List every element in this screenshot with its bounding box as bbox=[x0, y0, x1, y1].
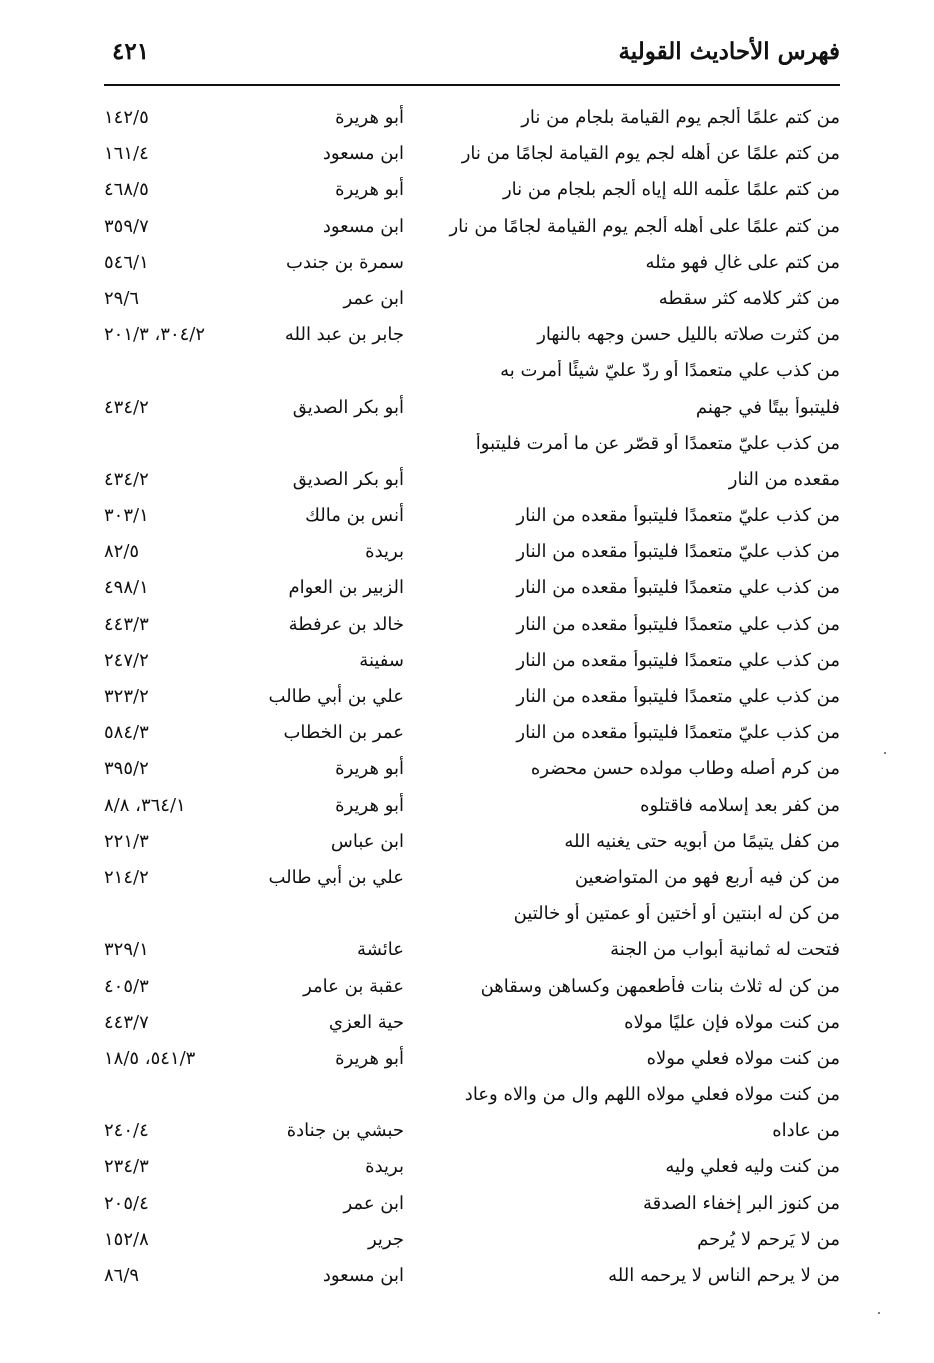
hadith-text: من كنت وليه فعلي وليه bbox=[665, 1156, 840, 1178]
narrator-name: عقبة بن عامر bbox=[303, 975, 404, 997]
volume-page-reference: ٢٣٤/٣ bbox=[104, 1156, 149, 1178]
index-entry bbox=[104, 610, 840, 646]
index-entry bbox=[104, 1152, 840, 1188]
volume-page-reference: ٤٣٤/٢ bbox=[104, 468, 149, 490]
hadith-text: من كنت مولاه فعلي مولاه bbox=[646, 1047, 840, 1069]
hadith-text: من كن له ثلاث بنات فأطعمهن وكساهن وسقاهن bbox=[480, 975, 840, 997]
hadith-text: من كذب علي متعمدًا أو ردّ عليّ شيئًا أمرت به bbox=[500, 360, 840, 382]
volume-page-reference: ٢٩/٦ bbox=[104, 287, 140, 309]
narrator-name: الزبير بن العوام bbox=[288, 577, 404, 599]
volume-page-reference: ٢٤٧/٢ bbox=[104, 649, 149, 671]
narrator-name: خالد بن عرفطة bbox=[288, 613, 404, 635]
volume-page-reference: ٣٢٣/٢ bbox=[104, 686, 149, 707]
volume-page-reference: ٤٦٨/٥ bbox=[104, 179, 149, 201]
hadith-text: من كرم أصله وطاب مولده حسن محضره bbox=[530, 758, 840, 780]
volume-page-reference: ١٤٢/٥ bbox=[104, 107, 149, 128]
index-entry bbox=[104, 1225, 840, 1261]
index-entry bbox=[104, 863, 840, 899]
hadith-text: من كذب عليّ متعمدًا فليتبوأ مقعده من النار bbox=[516, 541, 840, 563]
index-entry bbox=[104, 1116, 840, 1152]
volume-page-reference: ٨٦/٩ bbox=[104, 1265, 140, 1286]
index-entry bbox=[104, 718, 840, 754]
narrator-name: ابن عباس bbox=[330, 830, 404, 852]
volume-page-reference: ٥٤٦/١ bbox=[104, 251, 149, 273]
narrator-name: حبشي بن جنادة bbox=[286, 1120, 404, 1142]
volume-page-reference: ٤٣٤/٢ bbox=[104, 396, 149, 418]
hadith-text: من كفر بعد إسلامه فاقتلوه bbox=[640, 794, 840, 816]
index-entry bbox=[104, 284, 840, 320]
narrator-name: علي بن أبي طالب bbox=[268, 686, 404, 707]
index-entry bbox=[104, 935, 840, 971]
volume-page-reference: ٢٢١/٣ bbox=[104, 830, 149, 852]
narrator-name: عمر بن الخطاب bbox=[283, 722, 404, 744]
hadith-text: من كتم على غالٍ فهو مثله bbox=[645, 251, 840, 273]
index-entry bbox=[104, 827, 840, 863]
narrator-name: حية العزي bbox=[328, 1011, 404, 1033]
volume-page-reference: ٢٤٠/٤ bbox=[104, 1120, 149, 1142]
hadith-text: من كن فيه أربع فهو من المتواضعين bbox=[574, 866, 840, 888]
index-entry bbox=[104, 972, 840, 1008]
narrator-name: بريدة bbox=[365, 541, 404, 563]
narrator-name: أبو هريرة bbox=[335, 107, 404, 128]
index-entry bbox=[104, 1044, 840, 1080]
index-entry bbox=[104, 682, 840, 718]
narrator-name: أبو بكر الصديق bbox=[292, 468, 404, 490]
volume-page-reference: ١٦١/٤ bbox=[104, 143, 149, 165]
narrator-name: ابن مسعود bbox=[322, 1265, 404, 1286]
hadith-text: من كنت مولاه فعلي مولاه اللهم وال من والاه وعاد bbox=[464, 1084, 840, 1106]
index-entry bbox=[104, 646, 840, 682]
index-entry bbox=[104, 393, 840, 429]
hadith-text: من كثر كلامه كثر سقطه bbox=[658, 287, 840, 309]
running-title: فهرس الأحاديث القولية bbox=[618, 38, 840, 65]
index-entry bbox=[104, 1080, 840, 1116]
narrator-name: ابن مسعود bbox=[322, 143, 404, 165]
narrator-name: علي بن أبي طالب bbox=[268, 866, 404, 888]
narrator-name: أبو هريرة bbox=[335, 758, 404, 780]
index-entry bbox=[104, 175, 840, 211]
hadith-text: من كذب علي متعمدًا فليتبوأ مقعده من النار bbox=[516, 649, 840, 671]
index-entry bbox=[104, 103, 840, 139]
volume-page-reference: ٢١٤/٢ bbox=[104, 866, 149, 888]
narrator-name: ابن مسعود bbox=[322, 215, 404, 237]
volume-page-reference: ٢٠٥/٤ bbox=[104, 1192, 149, 1214]
narrator-name: سفينة bbox=[359, 649, 404, 671]
narrator-name: بريدة bbox=[365, 1156, 404, 1178]
hadith-text: من كذب علي متعمدًا فليتبوأ مقعده من النار bbox=[516, 577, 840, 599]
hadith-text: من كنوز البر إخفاء الصدقة bbox=[642, 1192, 840, 1214]
index-entry bbox=[104, 501, 840, 537]
narrator-name: أبو هريرة bbox=[335, 179, 404, 201]
hadith-index-list bbox=[104, 103, 840, 1297]
hadith-text: من عاداه bbox=[772, 1120, 840, 1142]
index-entry bbox=[104, 139, 840, 175]
narrator-name: سمرة بن جندب bbox=[286, 251, 404, 273]
narrator-name: أبو هريرة bbox=[335, 1047, 404, 1069]
hadith-text: من كثرت صلاته بالليل حسن وجهه بالنهار bbox=[537, 324, 840, 346]
index-entry bbox=[104, 573, 840, 609]
volume-page-reference: ٣٠٣/١ bbox=[104, 505, 149, 527]
narrator-name: أنس بن مالك bbox=[305, 505, 404, 527]
narrator-name: ابن عمر bbox=[343, 1192, 404, 1214]
narrator-name: جرير bbox=[368, 1228, 404, 1250]
volume-page-reference: ٤٠٥/٣ bbox=[104, 975, 149, 997]
hadith-text: من كتم علمًا على أهله أُلجم يوم القيامة لجامًا من نار bbox=[449, 215, 840, 237]
hadith-text: من كذب عليّ متعمدًا فليتبوأ مقعده من النار bbox=[516, 505, 840, 527]
index-entry bbox=[104, 1189, 840, 1225]
volume-page-reference: ٤٩٨/١ bbox=[104, 577, 149, 599]
hadith-text: من كفل يتيمًا من أبويه حتى يغنيه الله bbox=[564, 830, 840, 852]
hadith-text: من كذب عليّ متعمدًا أو قصّر عن ما أمرت فليتبوأ bbox=[475, 432, 840, 454]
volume-page-reference: ٥٤١/٣، ١٨/٥ bbox=[104, 1047, 196, 1069]
index-entry bbox=[104, 320, 840, 356]
page-header bbox=[104, 30, 840, 80]
volume-page-reference: ٨٢/٥ bbox=[104, 541, 140, 563]
volume-page-reference: ٣٩٥/٢ bbox=[104, 758, 149, 780]
hadith-text: فتحت له ثمانية أبواب من الجنة bbox=[610, 939, 840, 961]
index-entry bbox=[104, 791, 840, 827]
hadith-text: من كنت مولاه فإن عليًا مولاه bbox=[624, 1011, 840, 1033]
volume-page-reference: ٣٦٤/١، ٨/٨ bbox=[104, 794, 186, 816]
hadith-text: من لا يرحم الناس لا يرحمه الله bbox=[608, 1265, 840, 1286]
index-entry bbox=[104, 754, 840, 790]
index-entry bbox=[104, 1261, 840, 1297]
volume-page-reference: ٣٢٩/١ bbox=[104, 939, 149, 961]
volume-page-reference: ٥٨٤/٣ bbox=[104, 722, 149, 744]
index-entry bbox=[104, 248, 840, 284]
hadith-text: من كن له ابنتين أو أختين أو عمتين أو خالتين bbox=[513, 903, 840, 925]
index-entry bbox=[104, 537, 840, 573]
narrator-name: جابر بن عبد الله bbox=[284, 324, 404, 346]
index-entry bbox=[104, 1008, 840, 1044]
volume-page-reference: ٤٤٣/٧ bbox=[104, 1011, 149, 1033]
hadith-text: من كتم علمًا أُلجم يوم القيامة بلجام من نار bbox=[521, 107, 840, 128]
volume-page-reference: ١٥٢/٨ bbox=[104, 1228, 149, 1250]
scan-speck bbox=[878, 1312, 880, 1314]
index-entry bbox=[104, 899, 840, 935]
header-rule bbox=[104, 84, 840, 86]
narrator-name: عائشة bbox=[357, 939, 404, 961]
hadith-text: فليتبوأ بيتًا في جهنم bbox=[695, 396, 840, 418]
scan-speck bbox=[884, 752, 886, 754]
hadith-text: من لا يَرحم لا يُرحم bbox=[697, 1228, 840, 1250]
index-entry bbox=[104, 465, 840, 501]
hadith-text: من كذب علي متعمدًا فليتبوأ مقعده من النار bbox=[516, 686, 840, 707]
hadith-text: مقعده من النار bbox=[728, 468, 840, 490]
volume-page-reference: ٤٤٣/٣ bbox=[104, 613, 149, 635]
page-number: ٤٢١ bbox=[112, 38, 150, 65]
narrator-name: أبو بكر الصديق bbox=[292, 396, 404, 418]
hadith-text: من كذب عليّ متعمدًا فليتبوأ مقعده من النار bbox=[516, 722, 840, 744]
hadith-text: من كذب علي متعمدًا فليتبوأ مقعده من النار bbox=[516, 613, 840, 635]
index-entry bbox=[104, 356, 840, 392]
hadith-text: من كتم علمًا علّمه الله إياه ألجم بلجام من نار bbox=[502, 179, 840, 201]
narrator-name: أبو هريرة bbox=[335, 794, 404, 816]
index-entry bbox=[104, 212, 840, 248]
volume-page-reference: ٣٥٩/٧ bbox=[104, 215, 149, 237]
hadith-text: من كتم علمًا عن أهله لجم يوم القيامة لجامًا من نار bbox=[461, 143, 840, 165]
narrator-name: ابن عمر bbox=[343, 287, 404, 309]
volume-page-reference: ٣٠٤/٢، ٢٠١/٣ bbox=[104, 324, 206, 346]
index-entry bbox=[104, 429, 840, 465]
